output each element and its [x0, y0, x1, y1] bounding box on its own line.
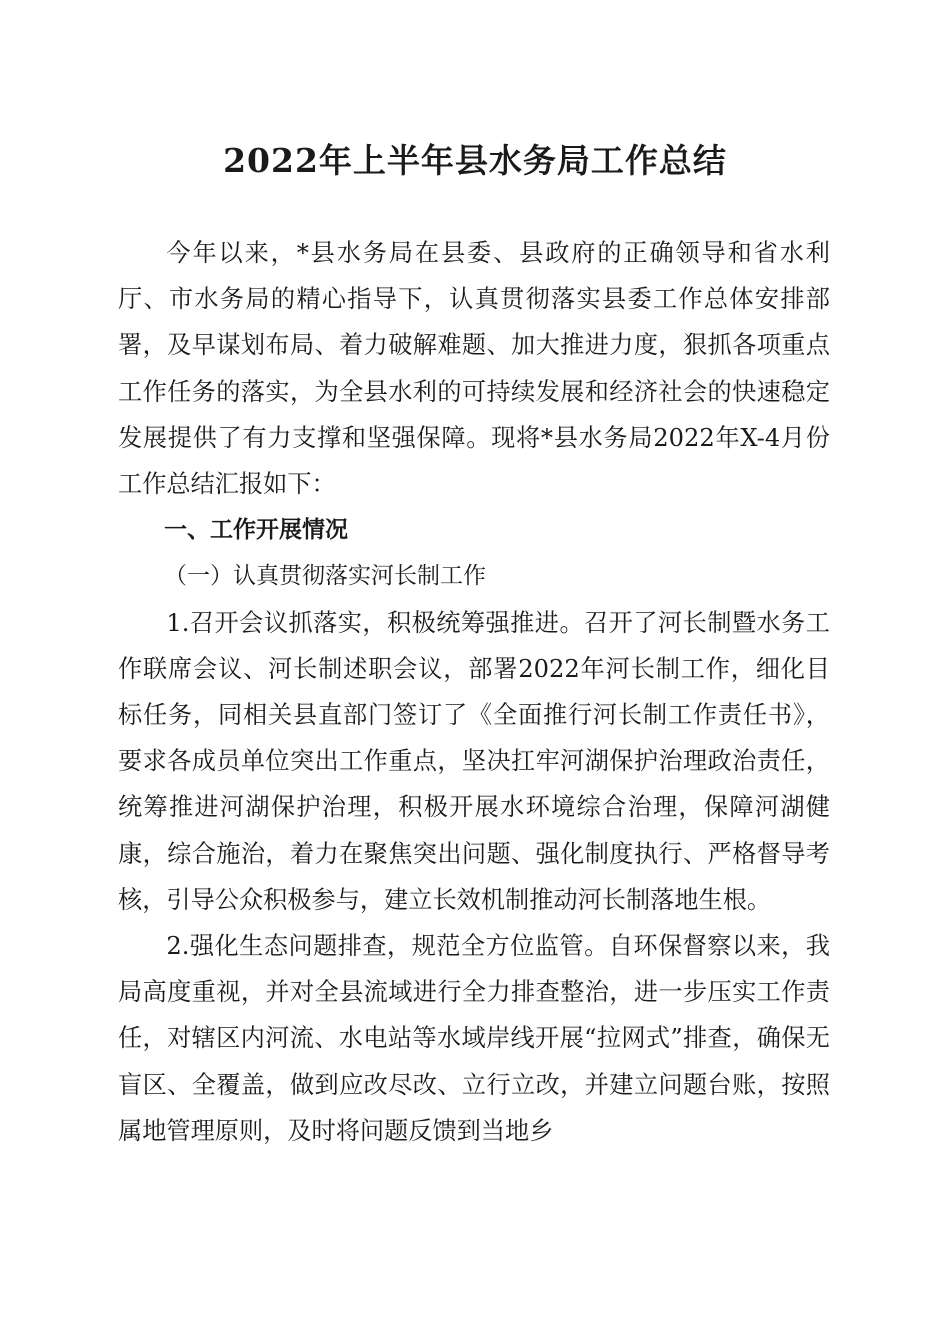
section-heading: 一、工作开展情况 [164, 517, 348, 544]
subsection-heading: （一）认真贯彻落实河长制工作 [164, 563, 486, 590]
intro-paragraph: 今年以来，*县水务局在县委、县政府的正确领导和省水利厅、市水务局的精心指导下，认真贯彻落实县委工作总体安排部署，及早谋划布局、着力破解难题、加大推进力度，狠抓各项重点工作任务的落实，为全县水利的可持续发展和经济社会的快速稳定发展提供了有力支撑和坚强保障。现将*县水务局2022年X-4月份工作总结汇报如下： [118, 239, 830, 499]
body-paragraph-1: 1.召开会议抓落实，积极统筹强推进。召开了河长制暨水务工作联席会议、河长制述职会议，部署2022年河长制工作，细化目标任务，同相关县直部门签订了《全面推行河长制工作责任书》，要求各成员单位突出工作重点，坚决扛牢河湖保护治理政治责任，统筹推进河湖保护治理，积极开展水环境综合治理，保障河湖健康，综合施治，着力在聚焦突出问题、强化制度执行、严格督导考核，引导公众积极参与，建立长效机制推动河长制落地生根。 [118, 608, 830, 914]
document-title: 2022年上半年县水务局工作总结 [223, 141, 727, 180]
document-body [118, 230, 830, 1154]
body-paragraph-2: 2.强化生态问题排查，规范全方位监管。自环保督察以来，我局高度重视，并对全县流域进行全力排查整治，进一步压实工作责任，对辖区内河流、水电站等水域岸线开展“拉网式”排查，确保无盲区、全覆盖，做到应改尽改、立行立改，并建立问题台账，按照属地管理原则，及时将问题反馈到当地乡 [118, 932, 830, 1145]
